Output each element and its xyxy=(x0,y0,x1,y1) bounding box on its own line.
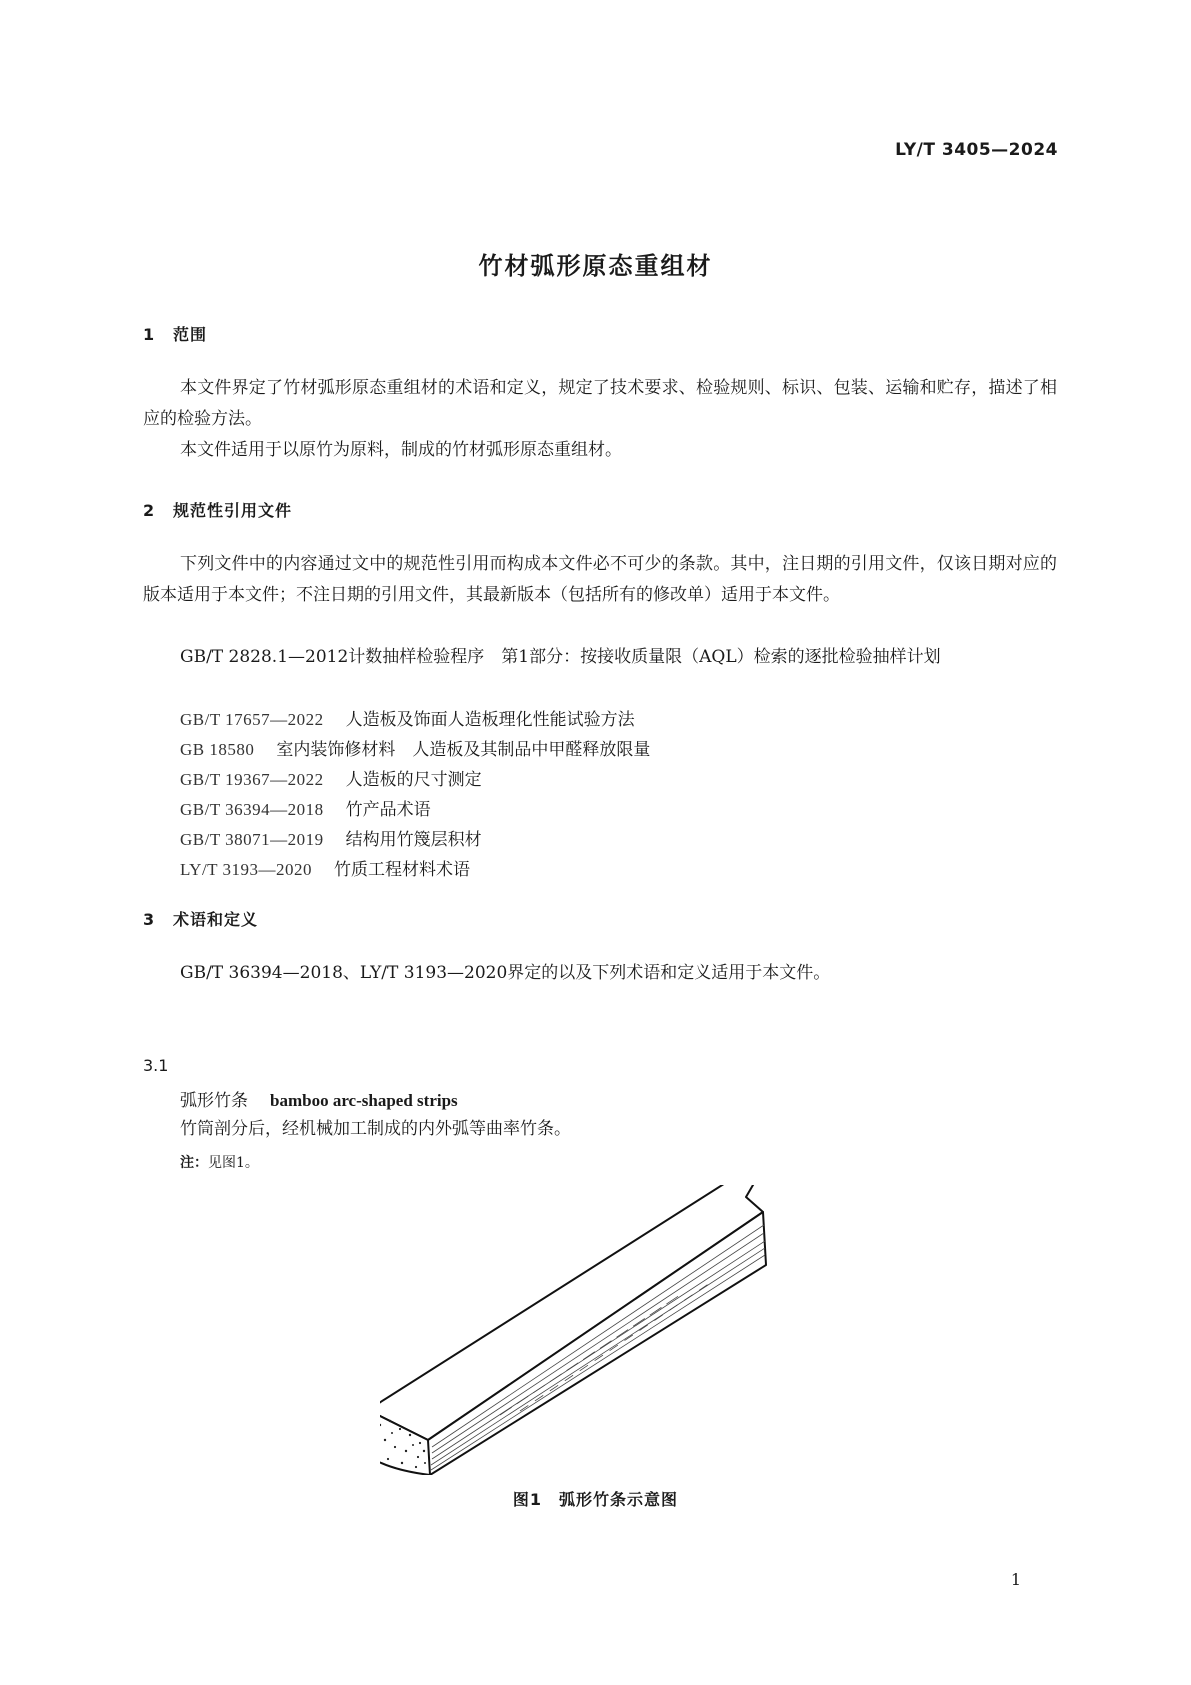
reference-item xyxy=(180,764,482,796)
section-title: 范围 xyxy=(173,325,208,344)
reference-title: 竹质工程材料术语 xyxy=(334,860,471,880)
section-title: 术语和定义 xyxy=(173,910,259,929)
term-number: 3.1 xyxy=(143,1056,169,1075)
section-title: 规范性引用文件 xyxy=(173,501,293,520)
note-text: 见图1。 xyxy=(208,1155,259,1171)
scope-paragraph-1: 本文件界定了竹材弧形原态重组材的术语和定义，规定了技术要求、检验规则、标识、包装、运输和贮存，描述了相应的检验方法。 xyxy=(143,378,1057,429)
reference-item xyxy=(143,642,1057,673)
section-3-heading xyxy=(143,907,258,930)
scope-paragraph-2: 本文件适用于以原竹为原料，制成的竹材弧形原态重组材。 xyxy=(180,440,622,460)
reference-code: GB/T 2828.1—2012 xyxy=(180,647,349,667)
reference-item xyxy=(180,854,470,886)
reference-title: 结构用竹篾层积材 xyxy=(345,830,482,850)
reference-code: GB 18580 xyxy=(180,740,255,759)
reference-code: GB/T 17657—2022 xyxy=(180,710,324,729)
term-chinese: 弧形竹条 xyxy=(180,1091,248,1111)
reference-code: LY/T 3193—2020 xyxy=(180,860,313,879)
term-note xyxy=(180,1152,259,1172)
reference-title: 计数抽样检验程序 第1部分：按接收质量限（AQL）检索的逐批检验抽样计划 xyxy=(348,647,941,667)
reference-title: 室内装饰修材料 人造板及其制品中甲醛释放限量 xyxy=(276,740,651,760)
section-2-heading xyxy=(143,498,292,521)
reference-title: 竹产品术语 xyxy=(345,800,431,820)
document-title: 竹材弧形原态重组材 xyxy=(478,252,713,280)
section-number: 2 xyxy=(143,501,156,520)
reference-code: GB/T 38071—2019 xyxy=(180,830,324,849)
reference-item xyxy=(180,794,431,826)
term-definition: 竹筒剖分后，经机械加工制成的内外弧等曲率竹条。 xyxy=(180,1119,571,1139)
page-number: 1 xyxy=(1010,1570,1021,1589)
reference-item xyxy=(180,734,650,766)
terms-intro: GB/T 36394—2018、LY/T 3193—2020界定的以及下列术语和定义适用于本文件。 xyxy=(180,963,831,983)
section-1-heading xyxy=(143,322,207,345)
reference-code: GB/T 19367—2022 xyxy=(180,770,324,789)
reference-title: 人造板及饰面人造板理化性能试验方法 xyxy=(345,710,635,730)
section-number: 1 xyxy=(143,325,156,344)
reference-item xyxy=(180,704,635,736)
section-number: 3 xyxy=(143,910,156,929)
reference-title: 人造板的尺寸测定 xyxy=(345,770,482,790)
term-english: bamboo arc-shaped strips xyxy=(270,1091,458,1110)
normative-references-intro: 下列文件中的内容通过文中的规范性引用而构成本文件必不可少的条款。其中，注日期的引用文件，仅该日期对应的版本适用于本文件；不注日期的引用文件，其最新版本（包括所有的修改单）适用于本文件。 xyxy=(143,554,1057,605)
reference-item xyxy=(180,824,482,856)
reference-code: GB/T 36394—2018 xyxy=(180,800,324,819)
bamboo-strip-illustration xyxy=(380,1185,820,1475)
term-entry xyxy=(180,1086,458,1111)
document-number: LY/T 3405—2024 xyxy=(895,140,1058,160)
figure-caption: 图1 弧形竹条示意图 xyxy=(512,1490,679,1509)
note-label: 注： xyxy=(180,1155,208,1171)
